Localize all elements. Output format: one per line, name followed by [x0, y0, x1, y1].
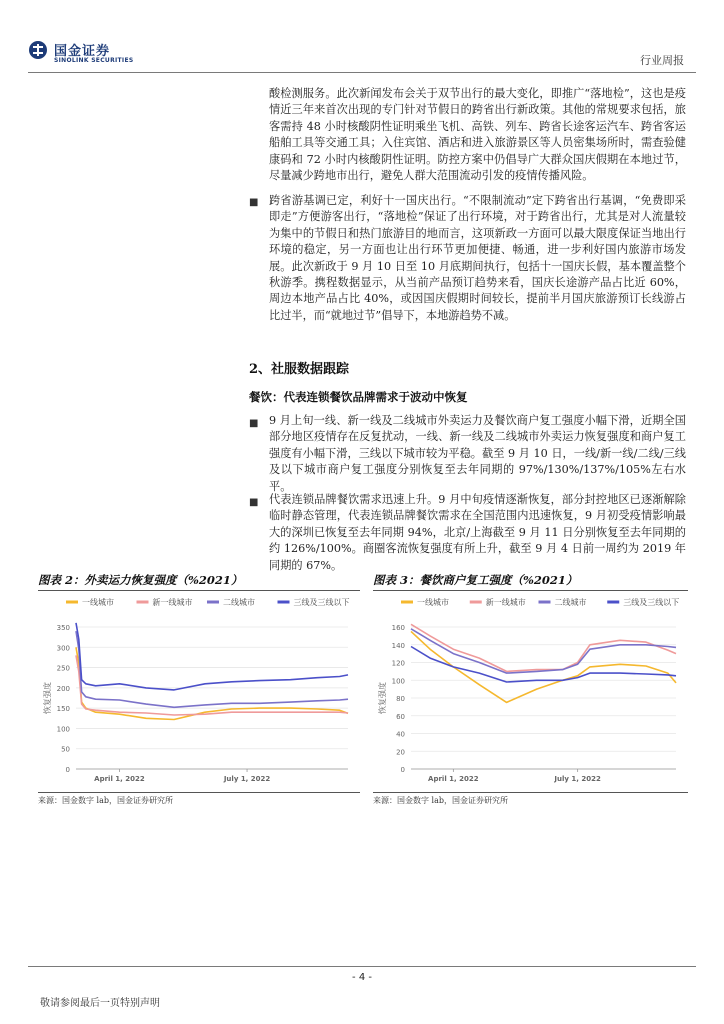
series-line [76, 631, 348, 707]
figure-3-bottom-rule [373, 792, 688, 793]
header-divider [28, 72, 696, 73]
y-tick-label: 300 [56, 644, 70, 653]
x-tick-label: July 1, 2022 [554, 775, 601, 783]
figure-3-title: 图表 3：餐饮商户复工强度（%2021） [373, 573, 578, 587]
footer-disclaimer: 敬请参阅最后一页特别声明 [40, 998, 160, 1009]
legend-label: 三线及三线以下 [293, 598, 350, 607]
y-tick-label: 200 [56, 684, 70, 693]
footer-divider [28, 966, 696, 967]
brand-name: 国金证券 [54, 44, 111, 59]
legend-label: 二线城市 [554, 598, 587, 607]
figure-2-bottom-rule [38, 792, 360, 793]
legend-label: 三线及三线以下 [623, 598, 680, 607]
section-title: 2、社服数据跟踪 [249, 362, 350, 377]
y-tick-label: 100 [56, 725, 70, 734]
y-tick-label: 100 [391, 677, 405, 686]
paragraph-2-text: 跨省游基调已定，利好十一国庆出行。“不限制流动”定下跨省出行基调，“免费即采即走”方便游客出行，“落地检”保证了出行环境，对于跨省出行，尤其是对人流量较为集中的节假日和热门旅游目的地而言，这项新政一方面可以最大限度保证当地出行环境的稳定，另一方面也让出行环节更加便捷、畅通，进一步利好国内旅游市场发展。此次新政于 9 月 10 日至 10 月底期间执行，包括十一国庆长假，基本覆盖整个秋游季。携程数据显示，从当前产品预订趋势来看，国庆长途游产品占比近 60%，周边本地产品占比 40%，或因国庆假期时间较长，提前半月国庆旅游预订长线游占比过半，而“就地过节”倡导下，本地游趋势不减。 [269, 194, 686, 322]
legend-label: 一线城市 [417, 598, 449, 607]
y-axis-label: 恢复强度 [378, 682, 387, 714]
bullet-icon: ■ [249, 197, 259, 208]
figure-2-source: 来源：国金数字 lab，国金证券研究所 [38, 796, 173, 805]
y-tick-label: 150 [56, 705, 70, 714]
y-tick-label: 250 [56, 664, 70, 673]
legend-label: 新一线城市 [152, 598, 193, 607]
series-line [76, 623, 348, 690]
y-tick-label: 60 [396, 712, 405, 721]
y-tick-label: 160 [391, 624, 405, 632]
x-tick-label: July 1, 2022 [223, 775, 271, 783]
chart-merchant-reopening [373, 591, 688, 791]
brand-logo-icon [28, 40, 48, 60]
y-tick-label: 140 [391, 641, 405, 650]
page-number: - 4 - [352, 972, 372, 983]
y-axis-label: 恢复强度 [43, 682, 52, 714]
paragraph-1-text: 酸检测服务。此次新闻发布会关于双节出行的最大变化，即推广“落地检”，这也是疫情近三年来首次出现的专门针对节假日的跨省出行新政策。其他的常规要求包括，旅客需持 48 小时核酸阴性证明乘坐飞机、高铁、列车、跨省长途客运汽车、跨省客运船舶工具等交通工具；入住宾馆、酒店和进入旅游景区等人员密集场所时，需查验健康码和 72 小时内核酸阴性证明。防控方案中仍倡导广大群众国庆假期在本地过节，尽量减少跨地市出行，避免人群大范围流动引发的疫情传播风险。 [269, 87, 686, 183]
paragraph-3 [269, 413, 686, 495]
y-tick-label: 40 [396, 730, 405, 739]
paragraph-1 [269, 86, 686, 184]
y-tick-label: 350 [56, 624, 70, 632]
figure-2-title: 图表 2：外卖运力恢复强度（%2021） [38, 573, 243, 587]
legend-label: 新一线城市 [485, 598, 526, 607]
y-tick-label: 0 [65, 766, 70, 774]
report-type: 行业周报 [640, 54, 684, 67]
y-tick-label: 120 [391, 659, 405, 668]
paragraph-4 [269, 492, 686, 574]
series-line [76, 655, 348, 715]
paragraph-3-text: 9 月上旬一线、新一线及二线城市外卖运力及餐饮商户复工强度小幅下滑，近期全国部分地区疫情存在反复扰动，一线、新一线及二线城市外卖运力恢复强度和商户复工强度有小幅下滑，三线以下城市较为平稳。截至 9 月 10 日，一线/新一线/二线/三线及以下城市商户复工强度分别恢复至去年同期的 97%/130%/137%/105%左右水平。 [269, 414, 686, 493]
y-tick-label: 50 [61, 745, 70, 754]
y-tick-label: 0 [400, 766, 405, 774]
subsection-title: 餐饮：代表连锁餐饮品牌需求于波动中恢复 [249, 390, 468, 404]
brand-name-en: SINOLINK SECURITIES [54, 57, 134, 64]
y-tick-label: 80 [396, 695, 405, 703]
y-tick-label: 20 [396, 748, 405, 757]
legend-label: 一线城市 [82, 598, 114, 607]
figure-3-source: 来源：国金数字 lab，国金证券研究所 [373, 796, 508, 805]
bullet-icon: ■ [249, 497, 259, 508]
legend-label: 二线城市 [223, 598, 255, 607]
bullet-icon: ■ [249, 418, 259, 429]
chart-delivery-capacity [38, 591, 360, 791]
x-tick-label: April 1, 2022 [428, 775, 479, 783]
x-tick-label: April 1, 2022 [94, 775, 145, 783]
paragraph-4-text: 代表连锁品牌餐饮需求迅速上升。9 月中旬疫情逐渐恢复，部分封控地区已逐渐解除临时静态管理，代表连锁品牌餐饮需求在全国范围内迅速恢复，9 月初受疫情影响最大的深圳已恢复至去年同期 94%，北京/上海截至 9 月 11 日分别恢复至去年同期的约 126%/100%。商圈客流恢复强度有所上升，截至 9 月 4 日前一周约为 2019 年同期的 67%。 [269, 493, 686, 572]
paragraph-2 [269, 193, 686, 324]
